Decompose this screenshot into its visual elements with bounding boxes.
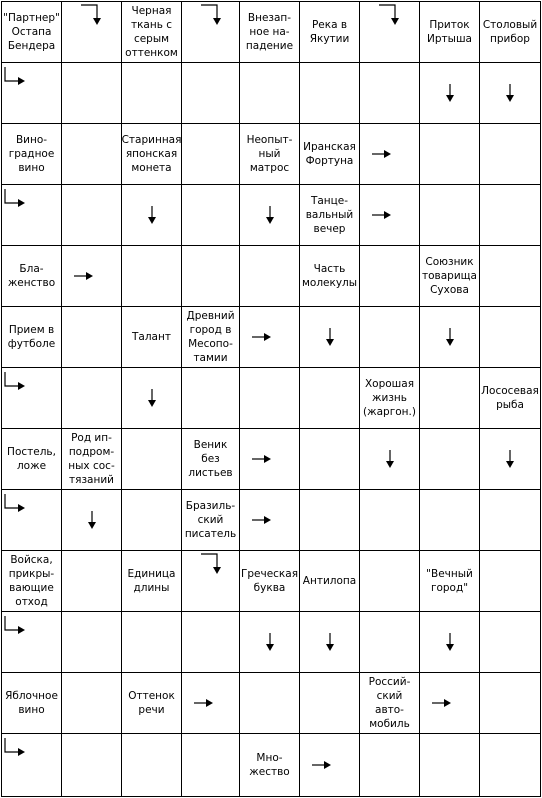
clue-text: Антилопа: [302, 575, 357, 587]
clue-text: Бла-женство: [7, 263, 56, 289]
clue-cell: [419, 550, 480, 612]
answer-cell[interactable]: [479, 184, 541, 246]
clue-text: Оттенок речи: [128, 690, 175, 716]
clue-text: Столовый прибор: [482, 19, 538, 45]
answer-cell[interactable]: [359, 123, 420, 185]
answer-cell[interactable]: [479, 123, 541, 185]
arrow-corner-right-icon: [4, 370, 26, 392]
clue-cell: [1, 245, 62, 307]
arrow-down-icon: [147, 389, 157, 407]
answer-cell[interactable]: [419, 184, 480, 246]
clue-cell: [121, 550, 182, 612]
arrow-right-icon: [312, 760, 332, 770]
answer-cell[interactable]: [299, 306, 360, 368]
arrow-corner-right-icon: [4, 492, 26, 514]
answer-cell[interactable]: [121, 245, 182, 307]
arrow-right-icon: [372, 210, 392, 220]
answer-cell[interactable]: [479, 62, 541, 124]
clue-cell: [479, 367, 541, 429]
arrow-down-icon: [147, 206, 157, 224]
arrow-down-icon: [505, 84, 515, 102]
clue-cell: [181, 489, 240, 551]
answer-cell[interactable]: [1, 733, 62, 797]
answer-cell[interactable]: [359, 733, 420, 797]
clue-cell: [121, 672, 182, 734]
arrow-down-icon: [265, 206, 275, 224]
answer-cell[interactable]: [61, 550, 122, 612]
clue-cell: [1, 428, 62, 490]
answer-cell[interactable]: [359, 611, 420, 673]
clue-cell: [239, 550, 300, 612]
answer-cell[interactable]: [181, 245, 240, 307]
answer-cell[interactable]: [181, 733, 240, 797]
answer-cell[interactable]: [299, 367, 360, 429]
clue-text: Старинная японская монета: [121, 134, 182, 174]
answer-cell[interactable]: [181, 184, 240, 246]
answer-cell[interactable]: [181, 367, 240, 429]
clue-text: Мно-жество: [249, 752, 290, 778]
clue-text: Вино-градное вино: [8, 134, 55, 174]
answer-cell[interactable]: [299, 611, 360, 673]
clue-text: Прием в футболе: [7, 324, 56, 350]
answer-cell[interactable]: [121, 733, 182, 797]
clue-text: Приток Иртыша: [427, 19, 472, 45]
clue-cell: [61, 428, 122, 490]
arrow-corner-down-icon: [198, 4, 222, 26]
answer-cell[interactable]: [61, 489, 122, 551]
answer-cell[interactable]: [239, 489, 300, 551]
arrow-down-icon: [445, 84, 455, 102]
arrow-corner-right-icon: [4, 65, 26, 87]
crossword-grid: [1, 1, 540, 796]
clue-text: Войска, прикры-вающие отход: [8, 554, 55, 608]
answer-cell[interactable]: [299, 733, 360, 797]
answer-cell[interactable]: [181, 611, 240, 673]
answer-cell[interactable]: [61, 1, 122, 63]
answer-cell[interactable]: [359, 1, 420, 63]
answer-cell[interactable]: [181, 1, 240, 63]
arrow-down-icon: [445, 328, 455, 346]
clue-text: Хорошая жизнь (жаргон.): [363, 378, 416, 418]
answer-cell[interactable]: [479, 428, 541, 490]
arrow-down-icon: [505, 450, 515, 468]
clue-text: Черная ткань с серым оттенком: [125, 5, 178, 59]
clue-cell: [239, 123, 300, 185]
answer-cell[interactable]: [239, 245, 300, 307]
clue-cell: [239, 733, 300, 797]
answer-cell[interactable]: [181, 550, 240, 612]
answer-cell[interactable]: [1, 184, 62, 246]
arrow-right-icon: [252, 332, 272, 342]
arrow-down-icon: [385, 450, 395, 468]
clue-cell: [181, 428, 240, 490]
answer-cell[interactable]: [61, 672, 122, 734]
clue-text: Россий-ский авто-мобиль: [368, 676, 411, 730]
answer-cell[interactable]: [1, 611, 62, 673]
answer-cell[interactable]: [479, 611, 541, 673]
clue-text: Внезап-ное на-падение: [245, 12, 294, 52]
clue-text: Постель, ложе: [7, 446, 56, 472]
clue-cell: [299, 1, 360, 63]
answer-cell[interactable]: [419, 306, 480, 368]
answer-cell[interactable]: [239, 306, 300, 368]
arrow-down-icon: [325, 633, 335, 651]
answer-cell[interactable]: [181, 123, 240, 185]
answer-cell[interactable]: [299, 428, 360, 490]
answer-cell[interactable]: [419, 367, 480, 429]
answer-cell[interactable]: [419, 123, 480, 185]
clue-text: Талант: [132, 331, 171, 343]
answer-cell[interactable]: [121, 611, 182, 673]
answer-cell[interactable]: [121, 367, 182, 429]
answer-cell[interactable]: [1, 62, 62, 124]
clue-cell: [1, 306, 62, 368]
answer-cell[interactable]: [239, 611, 300, 673]
answer-cell[interactable]: [479, 306, 541, 368]
answer-cell[interactable]: [61, 306, 122, 368]
clue-cell: [299, 123, 360, 185]
answer-cell[interactable]: [479, 245, 541, 307]
arrow-corner-down-icon: [198, 553, 222, 575]
answer-cell[interactable]: [239, 672, 300, 734]
answer-cell[interactable]: [479, 489, 541, 551]
answer-cell[interactable]: [299, 62, 360, 124]
clue-text: Род ип-подром-ных сос-тязаний: [68, 432, 115, 486]
answer-cell[interactable]: [181, 672, 240, 734]
answer-cell[interactable]: [359, 428, 420, 490]
answer-cell[interactable]: [61, 367, 122, 429]
arrow-right-icon: [74, 271, 94, 281]
arrow-right-icon: [194, 698, 214, 708]
clue-cell: [181, 306, 240, 368]
answer-cell[interactable]: [61, 123, 122, 185]
answer-cell[interactable]: [239, 62, 300, 124]
arrow-down-icon: [445, 633, 455, 651]
clue-text: Древний город в Месопо-тамии: [186, 310, 235, 364]
arrow-right-icon: [252, 515, 272, 525]
arrow-right-icon: [432, 698, 452, 708]
arrow-corner-down-icon: [376, 4, 400, 26]
arrow-corner-right-icon: [4, 736, 26, 758]
arrow-right-icon: [372, 149, 392, 159]
arrow-down-icon: [325, 328, 335, 346]
clue-cell: [239, 1, 300, 63]
clue-text: Танце-вальный вечер: [305, 195, 354, 235]
clue-text: Неопыт-ный матрос: [246, 134, 293, 174]
answer-cell[interactable]: [1, 367, 62, 429]
answer-cell[interactable]: [419, 733, 480, 797]
clue-cell: [1, 1, 62, 63]
answer-cell[interactable]: [359, 550, 420, 612]
answer-cell[interactable]: [359, 62, 420, 124]
answer-cell[interactable]: [419, 489, 480, 551]
answer-cell[interactable]: [61, 611, 122, 673]
answer-cell[interactable]: [359, 489, 420, 551]
arrow-down-icon: [265, 633, 275, 651]
answer-cell[interactable]: [1, 489, 62, 551]
clue-cell: [121, 1, 182, 63]
answer-cell[interactable]: [239, 184, 300, 246]
clue-cell: [299, 550, 360, 612]
answer-cell[interactable]: [239, 367, 300, 429]
answer-cell[interactable]: [419, 611, 480, 673]
answer-cell[interactable]: [121, 428, 182, 490]
clue-text: "Вечный город": [426, 568, 473, 594]
clue-cell: [121, 306, 182, 368]
answer-cell[interactable]: [359, 184, 420, 246]
answer-cell[interactable]: [61, 62, 122, 124]
answer-cell[interactable]: [61, 733, 122, 797]
arrow-corner-right-icon: [4, 614, 26, 636]
clue-text: Греческая буква: [240, 568, 299, 594]
answer-cell[interactable]: [61, 184, 122, 246]
clue-text: Лососевая рыба: [481, 385, 539, 411]
clue-cell: [359, 672, 420, 734]
clue-text: "Партнер" Остапа Бендера: [3, 12, 60, 52]
clue-text: Иранская Фортуна: [303, 141, 356, 167]
arrow-down-icon: [87, 511, 97, 529]
arrow-right-icon: [252, 454, 272, 464]
clue-cell: [419, 1, 480, 63]
answer-cell[interactable]: [479, 550, 541, 612]
arrow-corner-right-icon: [4, 187, 26, 209]
clue-text: Союзник товарища Сухова: [422, 256, 477, 296]
answer-cell[interactable]: [239, 428, 300, 490]
answer-cell[interactable]: [121, 489, 182, 551]
answer-cell[interactable]: [419, 672, 480, 734]
clue-cell: [299, 184, 360, 246]
clue-cell: [479, 1, 541, 63]
arrow-corner-down-icon: [78, 4, 102, 26]
clue-cell: [1, 123, 62, 185]
clue-text: Яблочное вино: [5, 690, 58, 716]
answer-cell[interactable]: [61, 245, 122, 307]
answer-cell[interactable]: [359, 306, 420, 368]
answer-cell[interactable]: [121, 184, 182, 246]
answer-cell[interactable]: [419, 62, 480, 124]
answer-cell[interactable]: [479, 672, 541, 734]
clue-cell: [1, 672, 62, 734]
clue-cell: [1, 550, 62, 612]
answer-cell[interactable]: [181, 62, 240, 124]
clue-cell: [121, 123, 182, 185]
clue-cell: [419, 245, 480, 307]
clue-text: Река в Якутии: [309, 19, 350, 45]
clue-text: Часть молекулы: [301, 263, 358, 289]
clue-text: Веник без листьев: [188, 439, 233, 479]
answer-cell[interactable]: [299, 489, 360, 551]
answer-cell[interactable]: [359, 245, 420, 307]
clue-text: Единица длины: [127, 568, 176, 594]
answer-cell[interactable]: [419, 428, 480, 490]
clue-cell: [359, 367, 420, 429]
answer-cell[interactable]: [121, 62, 182, 124]
clue-cell: [299, 245, 360, 307]
clue-text: Бразиль-ский писатель: [184, 500, 237, 540]
answer-cell[interactable]: [479, 733, 541, 797]
answer-cell[interactable]: [299, 672, 360, 734]
